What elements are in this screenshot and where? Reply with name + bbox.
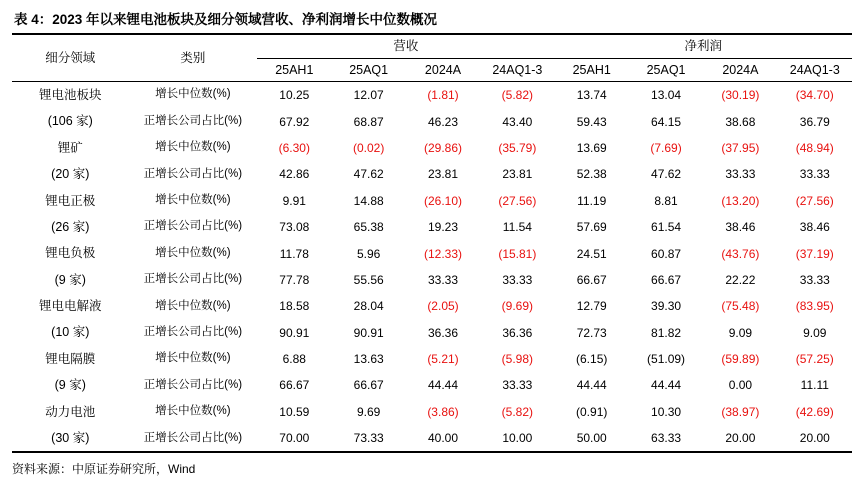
table-cell: (6.15) — [576, 352, 608, 367]
table-cell: (15.81) — [498, 246, 537, 261]
table-row — [12, 161, 852, 187]
row-segment: 锂电电解液 — [39, 299, 102, 314]
table-cell: 60.87 — [651, 246, 682, 261]
table-cell: 44.44 — [576, 378, 607, 393]
row-segment: 锂电正极 — [45, 193, 96, 208]
row-segment: 锂电池板块 — [39, 87, 102, 102]
table-cell: 10.30 — [651, 404, 682, 419]
table-cell: 5.96 — [356, 246, 381, 261]
table-cell: 8.81 — [654, 193, 678, 208]
table-cell: 66.67 — [353, 378, 384, 393]
table-cell: 90.91 — [279, 325, 310, 340]
table-cell: 33.33 — [427, 272, 459, 287]
row-segment: 动力电池 — [45, 404, 96, 419]
table-cell: 81.82 — [651, 325, 682, 340]
header-period-prof-1: 25AQ1 — [629, 59, 703, 82]
table-cell: (59.89) — [721, 352, 760, 367]
table-cell: (34.70) — [795, 88, 834, 103]
row-category: 增长中位数(%) — [155, 405, 231, 418]
header-period-prof-0: 25AH1 — [555, 59, 629, 82]
table-cell: 36.36 — [502, 325, 533, 340]
table-cell: (43.76) — [721, 246, 760, 261]
row-category: 正增长公司占比(%) — [143, 114, 243, 127]
row-category: 增长中位数(%) — [155, 88, 231, 101]
table-cell: 6.88 — [282, 352, 306, 367]
table-cell: (0.91) — [576, 404, 608, 419]
table-row — [12, 320, 852, 346]
table-cell: 13.69 — [576, 140, 607, 155]
table-cell: 9.69 — [356, 404, 381, 419]
table-row — [12, 372, 852, 398]
table-cell: 13.04 — [651, 88, 682, 103]
table-cell: 72.73 — [576, 325, 607, 340]
header-segment: 细分领域 — [12, 35, 129, 82]
table-cell: (29.86) — [423, 140, 463, 155]
table-cell: 20.00 — [799, 431, 830, 446]
table-cell: 63.33 — [651, 431, 682, 446]
table-caption-text: 表 4：2023 年以来锂电池板块及细分领域营收、净利润增长中位数概况 — [14, 12, 438, 27]
row-category: 正增长公司占比(%) — [143, 167, 243, 180]
table-header-group-row — [12, 35, 852, 59]
row-category: 增长中位数(%) — [155, 141, 231, 154]
table-cell: 33.33 — [725, 167, 756, 182]
table-row — [12, 346, 852, 372]
table-cell: (5.82) — [501, 88, 534, 103]
header-category: 类别 — [129, 35, 258, 82]
table-cell: 12.79 — [576, 299, 607, 314]
table-cell: (6.30) — [278, 140, 310, 155]
table-cell: 36.36 — [427, 325, 459, 340]
header-group-profit: 净利润 — [555, 35, 852, 59]
header-period-prof-3: 24AQ1-3 — [778, 59, 852, 82]
table-row — [12, 293, 852, 319]
table-cell: (5.98) — [501, 352, 534, 367]
table-cell: 9.09 — [728, 325, 753, 340]
table-row — [12, 82, 852, 109]
row-segment: 锂矿 — [57, 140, 83, 155]
table-cell: (26.10) — [423, 193, 463, 208]
row-segment: 锂电负极 — [45, 246, 96, 261]
table-cell: (27.56) — [498, 193, 537, 208]
row-category: 正增长公司占比(%) — [143, 431, 243, 444]
row-segment: (9 家) — [54, 272, 86, 287]
table-cell: (57.25) — [795, 352, 834, 367]
table-cell: 90.91 — [353, 325, 384, 340]
row-category: 正增长公司占比(%) — [143, 325, 243, 338]
table-cell: 42.86 — [279, 167, 310, 182]
row-segment: 锂电隔膜 — [45, 351, 96, 366]
table-cell: 50.00 — [576, 431, 607, 446]
table-cell: 33.33 — [502, 378, 533, 393]
row-category: 增长中位数(%) — [155, 246, 231, 259]
table-cell: 52.38 — [576, 167, 607, 182]
table-cell: 33.33 — [799, 272, 830, 287]
table-source-text: 资料来源：中原证券研究所，Wind — [12, 462, 196, 477]
table-cell: 73.33 — [353, 431, 384, 446]
table-cell: 9.09 — [803, 325, 827, 340]
table-cell: (75.48) — [721, 299, 760, 314]
table-cell: (0.02) — [352, 140, 385, 155]
table-cell: 10.59 — [279, 404, 310, 419]
table-cell: 44.44 — [427, 378, 459, 393]
row-segment: (30 家) — [51, 431, 90, 446]
table-row — [12, 188, 852, 214]
table-cell: (13.20) — [721, 193, 760, 208]
row-category: 增长中位数(%) — [155, 352, 231, 365]
table-cell: 38.46 — [799, 220, 830, 235]
table-row — [12, 425, 852, 451]
table-row — [12, 135, 852, 161]
table-cell: 43.40 — [502, 114, 533, 129]
header-period-rev-0: 25AH1 — [257, 59, 331, 82]
table-cell: 38.68 — [725, 114, 756, 129]
table-caption — [12, 0, 852, 35]
table-cell: 39.30 — [651, 299, 682, 314]
table-cell: 11.54 — [502, 220, 532, 235]
row-segment: (10 家) — [51, 325, 90, 340]
table-cell: 11.11 — [800, 378, 829, 393]
table-cell: 73.08 — [279, 220, 310, 235]
table-cell: 70.00 — [279, 431, 310, 446]
table-cell: 65.38 — [353, 220, 384, 235]
row-segment: (20 家) — [51, 167, 90, 182]
table-header — [12, 35, 852, 82]
header-period-prof-2: 2024A — [703, 59, 777, 82]
table-cell: 44.44 — [651, 378, 682, 393]
row-category: 正增长公司占比(%) — [143, 220, 243, 233]
data-table — [12, 35, 852, 451]
table-cell: 66.67 — [576, 272, 607, 287]
table-cell: (27.56) — [795, 193, 834, 208]
table-cell: 40.00 — [427, 431, 459, 446]
table-row — [12, 399, 852, 425]
table-cell: 13.63 — [353, 352, 384, 367]
table-cell: (48.94) — [795, 140, 834, 155]
table-cell: (35.79) — [498, 140, 537, 155]
table-cell: 66.67 — [651, 272, 682, 287]
table-cell: 22.22 — [725, 272, 756, 287]
row-category: 正增长公司占比(%) — [143, 378, 243, 391]
row-category: 增长中位数(%) — [155, 299, 231, 312]
row-segment: (26 家) — [51, 219, 90, 234]
table-cell: (51.09) — [647, 352, 686, 367]
table-row — [12, 240, 852, 266]
row-segment: (106 家) — [47, 114, 93, 129]
row-category: 正增长公司占比(%) — [143, 273, 243, 286]
table-cell: 46.23 — [427, 114, 459, 129]
table-cell: 33.33 — [502, 272, 533, 287]
table-cell: (30.19) — [721, 88, 760, 103]
header-period-rev-1: 25AQ1 — [331, 59, 405, 82]
table-row — [12, 214, 852, 240]
table-cell: 9.91 — [282, 193, 306, 208]
row-segment: (9 家) — [54, 378, 86, 393]
table-cell: (5.21) — [427, 352, 459, 367]
table-cell: (2.05) — [427, 299, 459, 314]
table-cell: (38.97) — [721, 404, 760, 419]
table-cell: (3.86) — [427, 404, 459, 419]
table-cell: 13.74 — [576, 88, 607, 103]
table-row — [12, 108, 852, 134]
table-cell: 59.43 — [576, 114, 607, 129]
header-period-rev-3: 24AQ1-3 — [480, 59, 554, 82]
table-cell: 64.15 — [651, 114, 682, 129]
table-cell: 55.56 — [353, 272, 384, 287]
table-cell: 10.00 — [502, 431, 533, 446]
table-row — [12, 267, 852, 293]
table-cell: (12.33) — [423, 246, 463, 261]
row-category: 增长中位数(%) — [155, 194, 231, 206]
table-cell: 33.33 — [799, 167, 830, 182]
table-cell: 68.87 — [353, 114, 384, 129]
table-cell: 67.92 — [279, 114, 310, 129]
table-cell: 77.78 — [279, 272, 310, 287]
table-body — [12, 82, 852, 452]
table-cell: 28.04 — [353, 299, 384, 314]
table-cell: 47.62 — [651, 167, 682, 182]
table-cell: 57.69 — [576, 220, 607, 235]
table-cell: 19.23 — [427, 220, 459, 235]
table-cell: (42.69) — [795, 404, 834, 419]
header-group-revenue: 营收 — [257, 35, 554, 59]
table-cell: (37.19) — [795, 246, 834, 261]
table-cell: 14.88 — [353, 193, 384, 208]
table-cell: (9.69) — [501, 299, 534, 314]
table-cell: (7.69) — [650, 140, 682, 155]
table-cell: 38.46 — [725, 220, 756, 235]
table-cell: 61.54 — [651, 220, 682, 235]
table-cell: 18.58 — [279, 299, 310, 314]
table-cell: (37.95) — [721, 140, 760, 155]
table-cell: (83.95) — [795, 299, 834, 314]
table-cell: 11.78 — [279, 246, 309, 261]
table-cell: 23.81 — [427, 167, 459, 182]
table-cell: 20.00 — [725, 431, 756, 446]
table-cell: 11.19 — [577, 193, 607, 208]
table-cell: 23.81 — [502, 167, 533, 182]
table-cell: (5.82) — [501, 404, 534, 419]
table-cell: 12.07 — [353, 88, 384, 103]
header-period-rev-2: 2024A — [406, 59, 480, 82]
table-cell: 66.67 — [279, 378, 310, 393]
table-cell: (1.81) — [427, 88, 459, 103]
table-cell: 0.00 — [728, 378, 753, 393]
table-cell: 24.51 — [576, 246, 607, 261]
table-source — [12, 451, 852, 477]
table-cell: 47.62 — [353, 167, 384, 182]
table-cell: 36.79 — [799, 114, 830, 129]
table-cell: 10.25 — [279, 88, 310, 103]
